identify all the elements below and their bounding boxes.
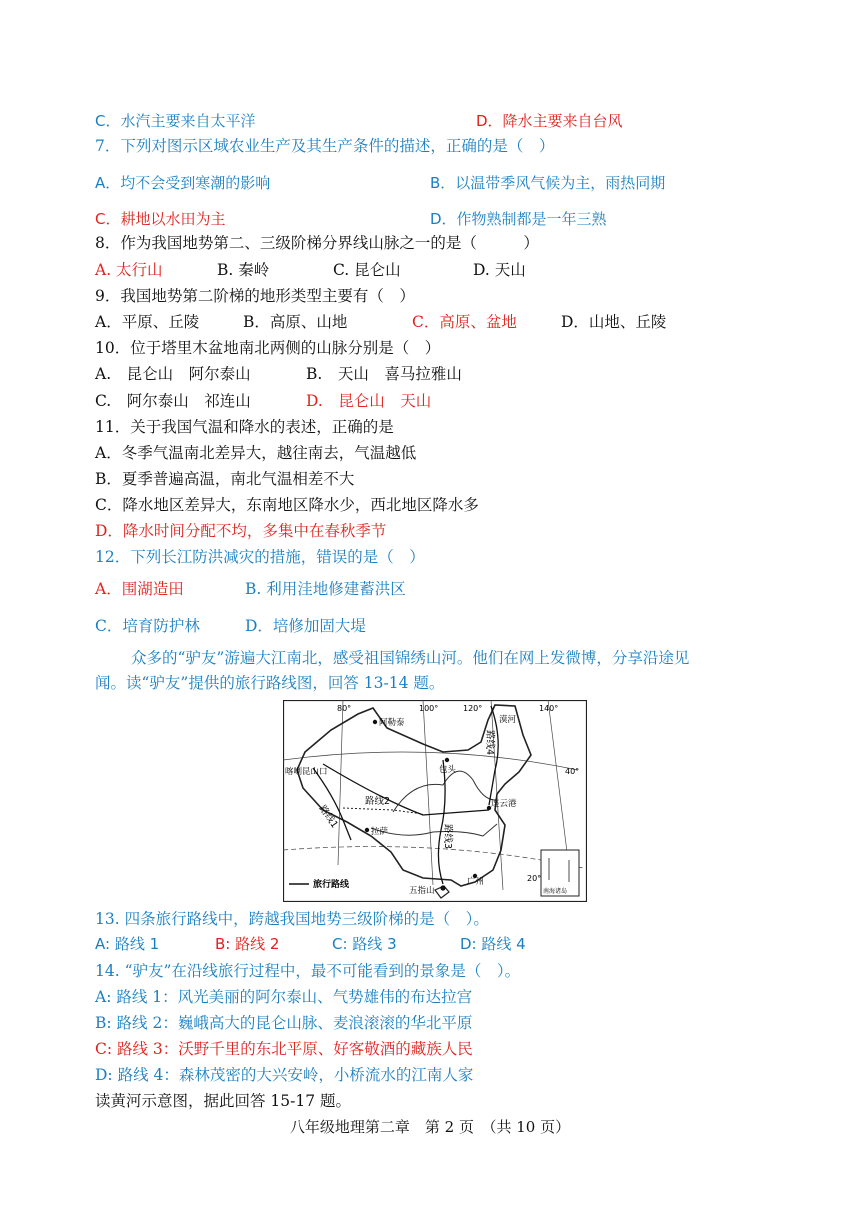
q8-option-a: A. 太行山 bbox=[95, 261, 163, 279]
q14-option-a: A: 路线 1：风光美丽的阿尔泰山、气势雄伟的布达拉宫 bbox=[95, 988, 473, 1006]
q11-option-c: C．降水地区差异大，东南地区降水少，西北地区降水多 bbox=[95, 496, 479, 514]
q7-option-b: B．以温带季风气候为主，雨热同期 bbox=[430, 174, 666, 192]
q10-stem: 10．位于塔里木盆地南北两侧的山脉分别是（ ） bbox=[95, 339, 441, 357]
q14-option-b: B: 路线 2：巍峨高大的昆仑山脉、麦浪滚滚的华北平原 bbox=[95, 1014, 473, 1032]
q14-stem: 14. “驴友”在沿线旅行过程中，最不可能看到的景象是（ ）。 bbox=[95, 962, 521, 980]
label-route-3: 路线3 bbox=[442, 824, 453, 850]
q13-stem: 13. 四条旅行路线中，跨越我国地势三级阶梯的是（ ）。 bbox=[95, 910, 489, 928]
lon-140: 140° bbox=[539, 704, 559, 713]
wuzhishan-dot bbox=[440, 885, 445, 890]
q9-stem: 9．我国地势第二阶梯的地形类型主要有（ ） bbox=[95, 287, 415, 305]
q8-stem: 8．作为我国地势第二、三级阶梯分界线山脉之一的是（ ） bbox=[95, 234, 539, 252]
label-karakoram: 喀喇昆山口 bbox=[285, 767, 328, 777]
q14-option-c: C: 路线 3：沃野千里的东北平原、好客敬酒的藏族人民 bbox=[95, 1040, 473, 1058]
lon-80: 80° bbox=[337, 704, 352, 713]
lon-100: 100° bbox=[419, 704, 439, 713]
q9-option-a: A．平原、丘陵 bbox=[95, 313, 200, 331]
inset-label: 南海诸岛 bbox=[543, 888, 568, 895]
label-altay: 阿勒泰 bbox=[379, 718, 405, 728]
q12-option-c: C．培育防护林 bbox=[95, 617, 200, 635]
legend-label: 旅行路线 bbox=[313, 880, 350, 890]
label-lianyungang: 连云港 bbox=[491, 799, 517, 809]
label-route-2: 路线2 bbox=[365, 796, 391, 807]
q8-option-c: C. 昆仑山 bbox=[333, 261, 401, 279]
q10-option-b: B. 天山 喜马拉雅山 bbox=[306, 365, 462, 383]
lon-120: 120° bbox=[463, 704, 483, 713]
q10-option-d: D. 昆仑山 天山 bbox=[306, 392, 432, 410]
q11-option-a: A．冬季气温南北差异大，越往南去，气温越低 bbox=[95, 444, 417, 462]
label-mohe: 漠河 bbox=[499, 715, 517, 725]
altay-dot bbox=[373, 720, 377, 724]
q7-stem: 7．下列对图示区域农业生产及其生产条件的描述，正确的是（ ） bbox=[95, 137, 555, 155]
q12-option-a: A．围湖造田 bbox=[95, 580, 184, 598]
q8-option-d: D. 天山 bbox=[473, 261, 526, 279]
label-lhasa: 拉萨 bbox=[371, 827, 389, 837]
q11-option-b: B．夏季普遍高温，南北气温相差不大 bbox=[95, 470, 355, 488]
lhasa-dot bbox=[365, 828, 369, 832]
page-footer: 八年级地理第二章 第 2 页 （共 10 页） bbox=[289, 1118, 571, 1136]
q11-option-d: D．降水时间分配不均，多集中在春秋季节 bbox=[95, 522, 387, 540]
q9-option-b: B．高原、山地 bbox=[243, 313, 348, 331]
q9-option-c: C．高原、盆地 bbox=[412, 313, 517, 331]
label-guangzhou: 广州 bbox=[467, 877, 485, 887]
q12-stem: 12．下列长江防洪减灾的措施，错误的是（ ） bbox=[95, 548, 425, 566]
q13-option-d: D: 路线 4 bbox=[460, 935, 526, 953]
q8-option-b: B. 秦岭 bbox=[217, 261, 270, 279]
q13-option-b: B: 路线 2 bbox=[215, 935, 280, 953]
q9-option-d: D．山地、丘陵 bbox=[561, 313, 667, 331]
q12-option-b: B. 利用洼地修建蓄洪区 bbox=[245, 580, 406, 598]
label-wuzhishan: 五指山 bbox=[409, 886, 435, 896]
q7-option-c: C．耕地以水田为主 bbox=[95, 210, 226, 228]
passage-line-1: 众多的“驴友”游遍大江南北，感受祖国锦绣山河。他们在网上发微博，分享沿途见 bbox=[131, 649, 690, 667]
label-route-4: 路线4 bbox=[484, 730, 495, 756]
q6-option-d: D．降水主要来自台风 bbox=[476, 112, 623, 130]
lat-20: 20° bbox=[527, 874, 542, 883]
travel-route-map bbox=[283, 700, 587, 902]
q13-option-a: A: 路线 1 bbox=[95, 935, 160, 953]
q7-option-a: A．均不会受到寒潮的影响 bbox=[95, 174, 271, 192]
passage-line-2: 闻。读“驴友”提供的旅行路线图，回答 13-14 题。 bbox=[95, 674, 445, 692]
baotou-dot bbox=[445, 758, 449, 762]
q10-option-a: A. 昆仑山 阿尔泰山 bbox=[95, 365, 251, 383]
q11-stem: 11．关于我国气温和降水的表述，正确的是 bbox=[95, 418, 394, 436]
lat-40: 40° bbox=[565, 767, 580, 776]
q7-option-d: D．作物熟制都是一年三熟 bbox=[430, 210, 607, 228]
q12-option-d: D．培修加固大堤 bbox=[245, 617, 366, 635]
label-baotou: 包头 bbox=[439, 765, 457, 775]
q15-intro: 读黄河示意图，据此回答 15-17 题。 bbox=[95, 1092, 352, 1110]
q10-option-c: C. 阿尔泰山 祁连山 bbox=[95, 392, 251, 410]
q13-option-c: C: 路线 3 bbox=[332, 935, 397, 953]
q14-option-d: D: 路线 4：森林茂密的大兴安岭，小桥流水的江南人家 bbox=[95, 1066, 474, 1084]
q6-option-c: C．水汽主要来自太平洋 bbox=[95, 112, 256, 130]
label-route-1: 路线1 bbox=[316, 803, 340, 831]
